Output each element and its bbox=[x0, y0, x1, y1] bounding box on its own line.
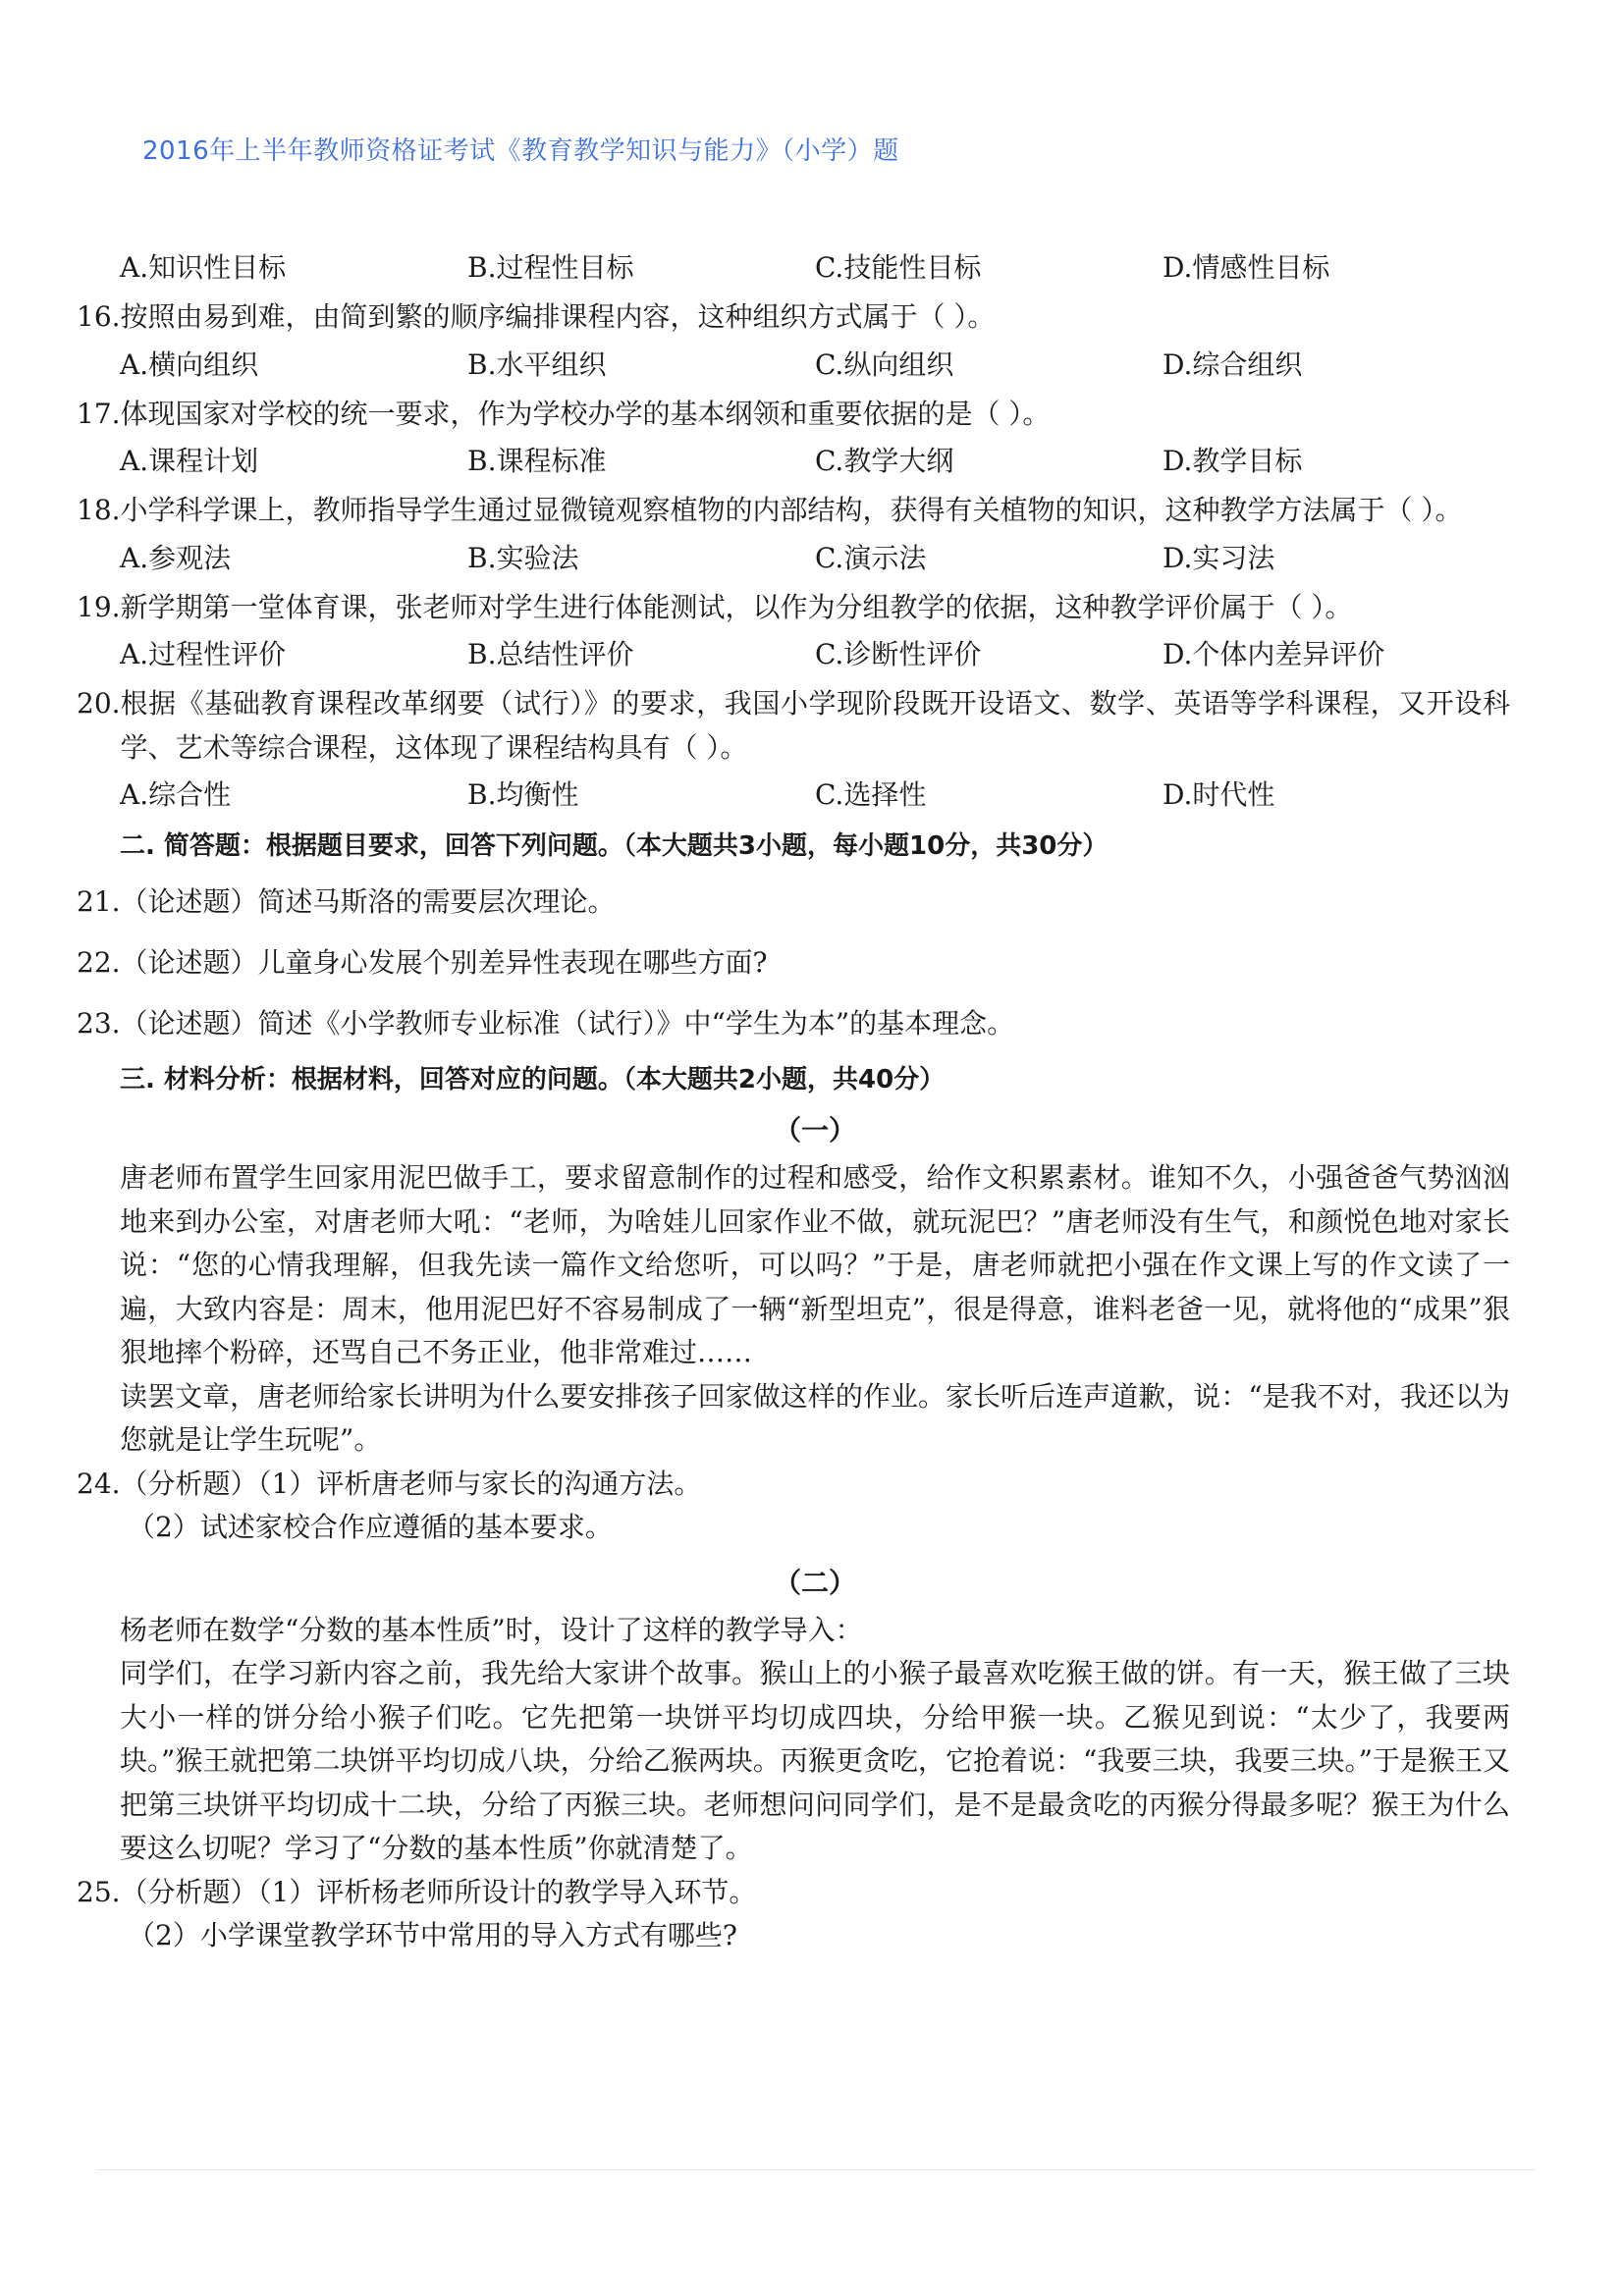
question-23: 23.（论述题）简述《小学教师专业标准（试行）》中“学生为本”的基本理念。 bbox=[77, 1007, 1015, 1040]
question-25: 25.（分析题）（1）评析杨老师所设计的教学导入环节。 bbox=[77, 1875, 757, 1908]
question-18 bbox=[77, 489, 1510, 533]
option-b: B.总结性评价 bbox=[467, 638, 634, 670]
question-text: 新学期第一堂体育课，张老师对学生进行体能测试，以作为分组教学的依据，这种教学评价属于（ ）。 bbox=[120, 590, 1353, 623]
question-text: 体现国家对学校的统一要求，作为学校办学的基本纲领和重要依据的是（ ）。 bbox=[120, 397, 1051, 430]
option-a: A.知识性目标 bbox=[120, 251, 287, 284]
option-a: A.横向组织 bbox=[120, 347, 259, 381]
option-b: B.水平组织 bbox=[467, 347, 607, 381]
question-number: 16. bbox=[77, 300, 121, 333]
page-title: 2016年上半年教师资格证考试《教育教学知识与能力》（小学）题 bbox=[142, 136, 899, 166]
material-1-paragraph: 读罢文章，唐老师给家长讲明为什么要安排孩子回家做这样的作业。家长听后连声道歉，说：“是我不对，我还以为您就是让学生玩呢”。 bbox=[120, 1379, 1510, 1456]
section-heading-3: 三. 材料分析：根据材料，回答对应的问题。（本大题共2小题，共40分） bbox=[120, 1065, 946, 1095]
question-number: 19. bbox=[77, 590, 121, 623]
exam-content bbox=[77, 242, 1510, 1958]
material-2-paragraph: 同学们，在学习新内容之前，我先给大家讲个故事。猴山上的小猴子最喜欢吃猴王做的饼。有一天，猴王做了三块大小一样的饼分给小猴子们吃。它先把第一块饼平均切成四块，分给甲猴一块。乙猴见到说：“太少了，我要两块。”猴王就把第二块饼平均切成八块，分给乙猴两块。丙猴更贪吃，它抢着说：“我要三块，我要三块。”于是猴王又把第三块饼平均切成十二块，分给了丙猴三块。老师想问问同学们，是不是最贪吃的丙猴分得最多呢？猴王为什么要这么切呢？学习了“分数的基本性质”你就清楚了。 bbox=[120, 1657, 1510, 1864]
option-a: A.过程性评价 bbox=[120, 638, 287, 670]
footer-divider bbox=[96, 2169, 1536, 2170]
option-d: D.教学目标 bbox=[1163, 445, 1303, 477]
material-2-heading: （二） bbox=[773, 1566, 856, 1599]
option-c: C.演示法 bbox=[815, 541, 927, 574]
option-d: D.综合组织 bbox=[1163, 347, 1303, 381]
option-d: D.时代性 bbox=[1163, 778, 1275, 811]
question-number: 17. bbox=[77, 397, 121, 430]
question-25-part-2: （2）小学课堂教学环节中常用的导入方式有哪些? bbox=[128, 1919, 737, 1951]
question-number: 20. bbox=[77, 687, 121, 720]
question-21: 21.（论述题）简述马斯洛的需要层次理论。 bbox=[77, 885, 616, 918]
material-1-heading: （一） bbox=[773, 1114, 856, 1147]
question-19 bbox=[77, 586, 1510, 630]
option-d: D.个体内差异评价 bbox=[1163, 638, 1385, 670]
question-text: 按照由易到难，由简到繁的顺序编排课程内容，这种组织方式属于（ ）。 bbox=[120, 300, 996, 333]
question-16 bbox=[77, 295, 1510, 340]
option-c: C.教学大纲 bbox=[815, 445, 954, 477]
q19-options bbox=[77, 629, 1510, 680]
option-a: A.课程计划 bbox=[120, 445, 259, 477]
question-text: 小学科学课上，教师指导学生通过显微镜观察植物的内部结构，获得有关植物的知识，这种教学方法属于（ ）。 bbox=[120, 494, 1463, 526]
option-b: B.实验法 bbox=[467, 541, 579, 574]
material-2-paragraph: 杨老师在数学“分数的基本性质”时，设计了这样的教学导入： bbox=[120, 1613, 863, 1646]
option-c: C.诊断性评价 bbox=[815, 638, 982, 670]
option-c: C.选择性 bbox=[815, 778, 927, 811]
option-b: B.过程性目标 bbox=[467, 251, 634, 284]
q20-options bbox=[77, 770, 1510, 821]
question-text: 根据《基础教育课程改革纲要（试行）》的要求，我国小学现阶段既开设语文、数学、英语等学科课程，又开设科学、艺术等综合课程，这体现了课程结构具有（ ）。 bbox=[120, 687, 1510, 764]
question-20 bbox=[77, 682, 1510, 770]
option-c: C.纵向组织 bbox=[815, 347, 954, 381]
question-number: 18. bbox=[77, 494, 121, 526]
material-1-paragraph: 唐老师布置学生回家用泥巴做手工，要求留意制作的过程和感受，给作文积累素材。谁知不久，小强爸爸气势汹汹地来到办公室，对唐老师大吼：“老师，为啥娃儿回家作业不做，就玩泥巴？”唐老师没有生气，和颜悦色地对家长说：“您的心情我理解，但我先读一篇作文给您听，可以吗？”于是，唐老师就把小强在作文课上写的作文读了一遍，大致内容是：周末，他用泥巴好不容易制成了一辆“新型坦克”，很是得意，谁料老爸一见，就将他的“成果”狠狠地摔个粉碎，还骂自己不务正业，他非常难过…… bbox=[120, 1161, 1510, 1368]
question-24: 24.（分析题）（1）评析唐老师与家长的沟通方法。 bbox=[77, 1467, 702, 1500]
question-17 bbox=[77, 393, 1510, 437]
question-22: 22.（论述题）儿童身心发展个别差异性表现在哪些方面? bbox=[77, 946, 768, 979]
option-c: C.技能性目标 bbox=[815, 251, 982, 284]
option-d: D.实习法 bbox=[1163, 541, 1275, 574]
q18-options bbox=[77, 533, 1510, 584]
question-24-part-2: （2）试述家校合作应遵循的基本要求。 bbox=[128, 1511, 613, 1543]
section-heading-2: 二. 简答题：根据题目要求，回答下列问题。（本大题共3小题，每小题10分，共30分） bbox=[120, 831, 1109, 861]
q16-options bbox=[77, 340, 1510, 391]
option-d: D.情感性目标 bbox=[1163, 251, 1330, 284]
q15-options bbox=[77, 242, 1510, 294]
option-b: B.课程标准 bbox=[467, 445, 607, 477]
option-b: B.均衡性 bbox=[467, 778, 579, 811]
q17-options bbox=[77, 436, 1510, 487]
option-a: A.综合性 bbox=[120, 778, 232, 811]
option-a: A.参观法 bbox=[120, 541, 232, 574]
